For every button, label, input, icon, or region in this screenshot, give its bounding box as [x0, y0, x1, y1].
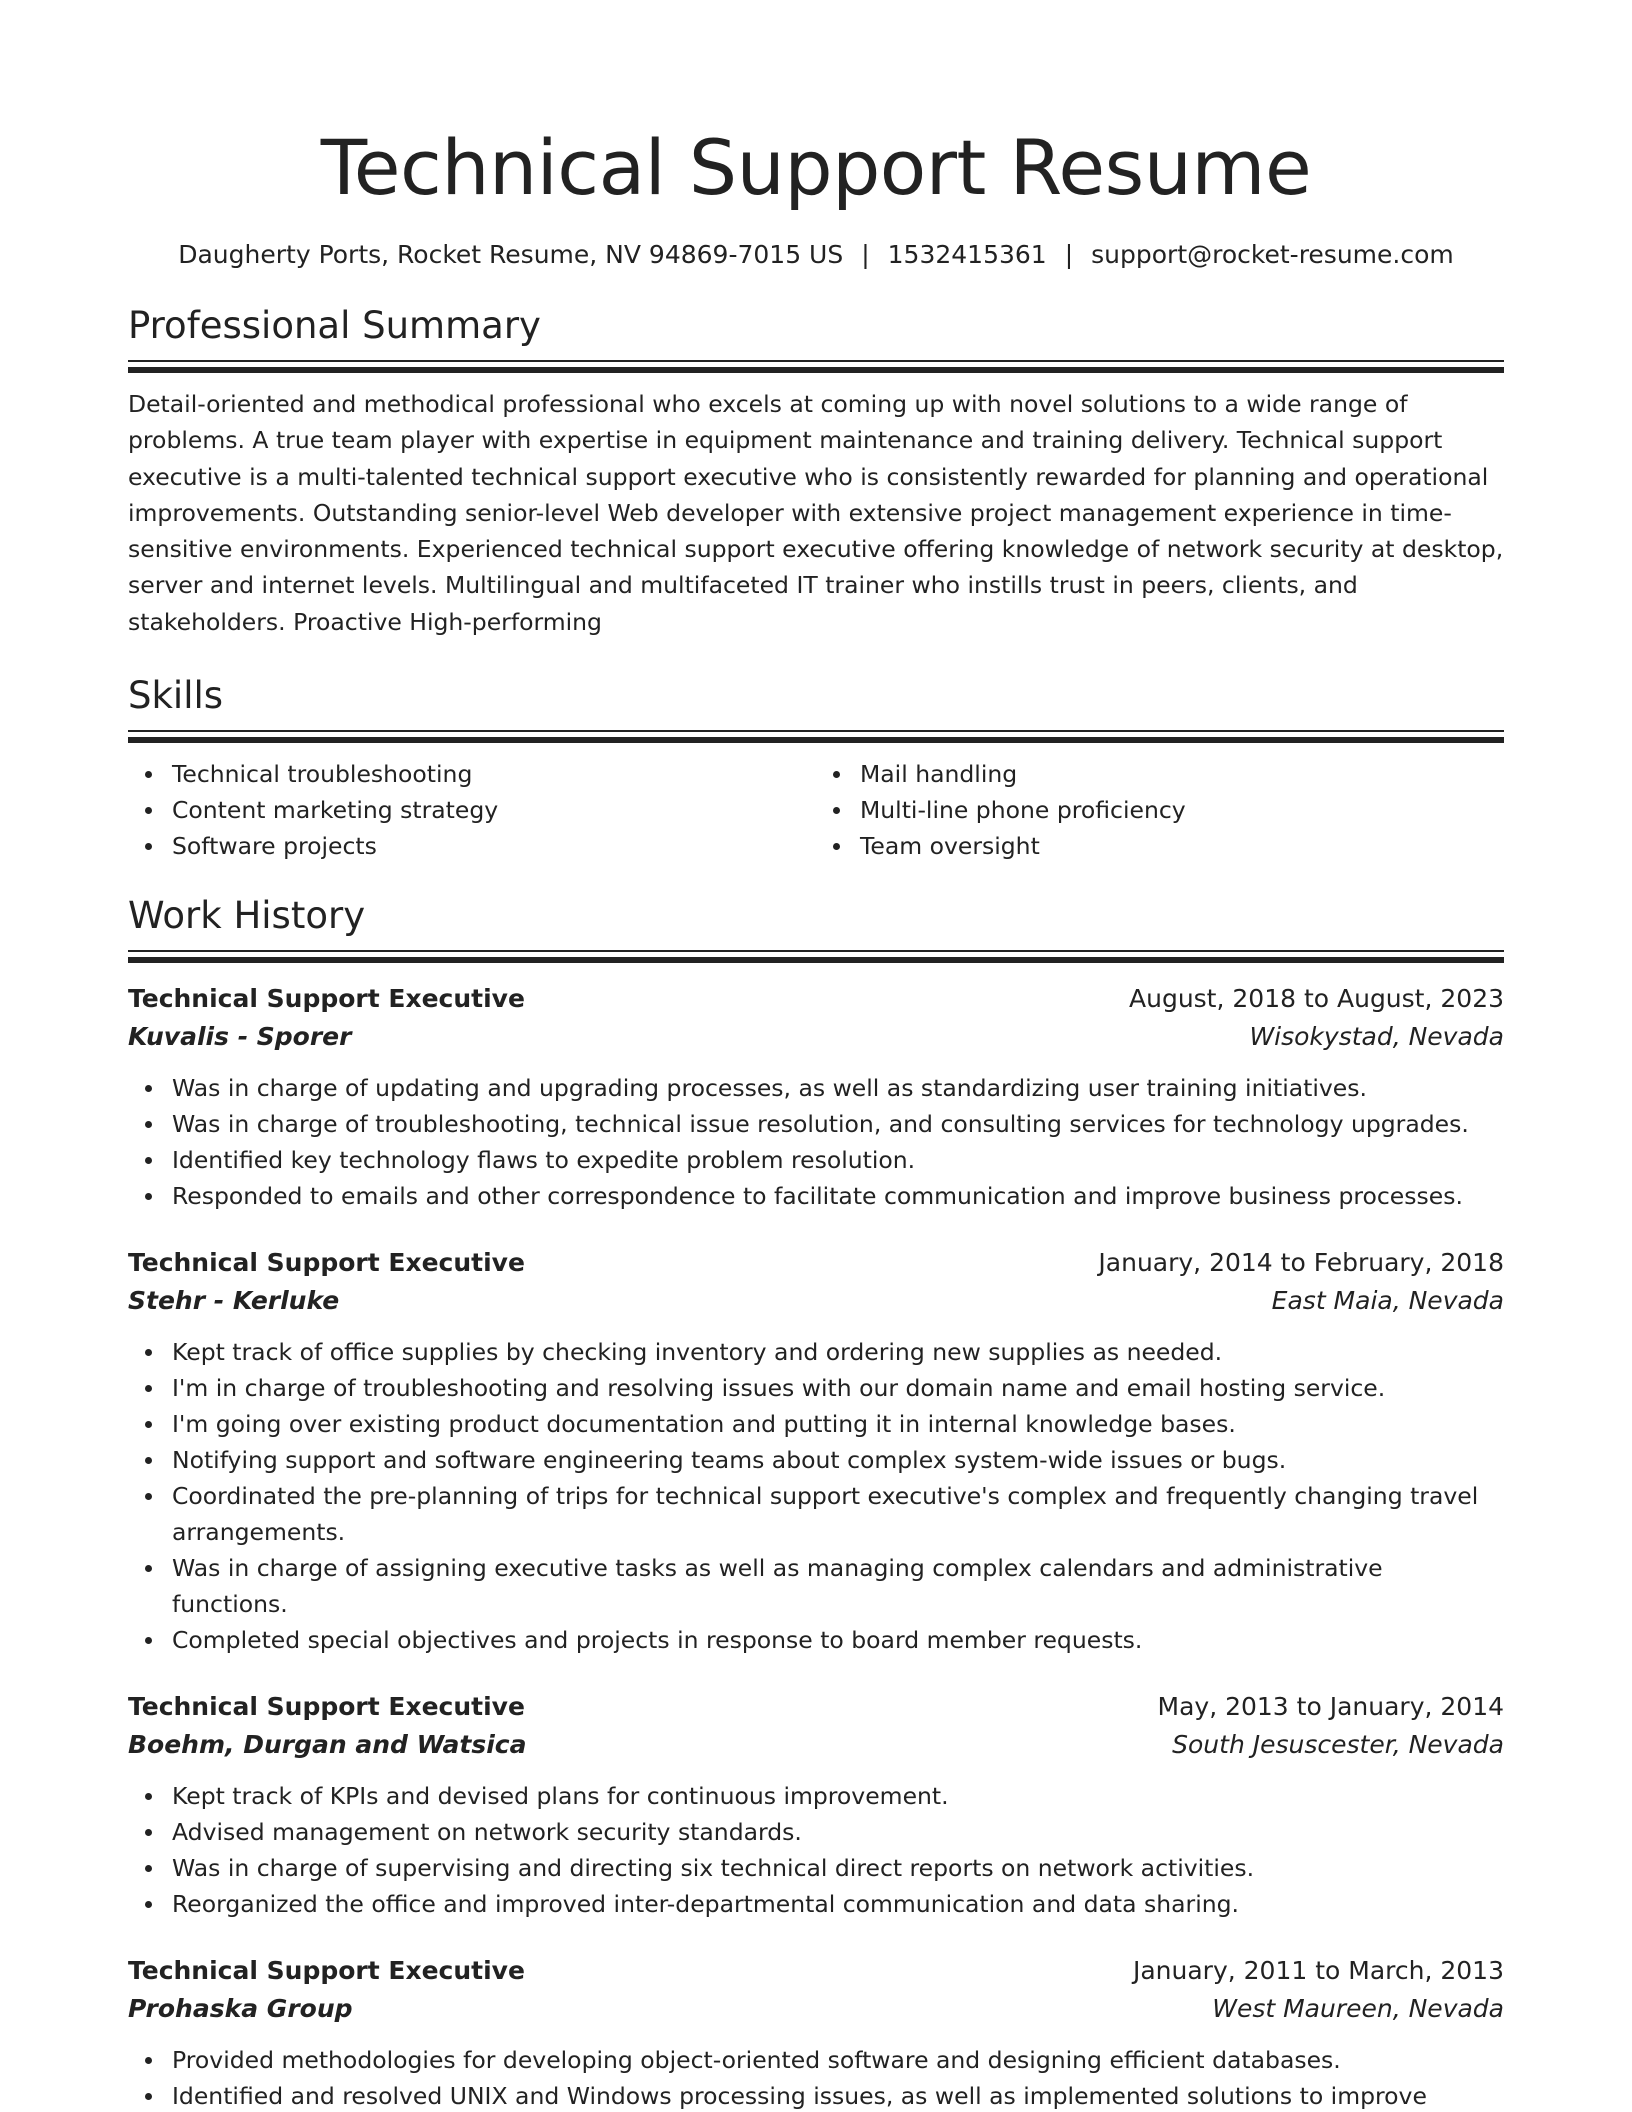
contact-separator: | — [1064, 240, 1074, 269]
job-bullet: I'm going over existing product documentation and putting it in internal knowledge bases. — [128, 1406, 1504, 1442]
resume-content — [128, 0, 1504, 2112]
skill-item: Technical troubleshooting — [172, 756, 816, 792]
job-company: Boehm, Durgan and Watsica — [128, 1730, 527, 1760]
job-bullet: Notifying support and software engineering teams about complex system-wide issues or bugs. — [128, 1442, 1504, 1478]
section-divider — [128, 730, 1504, 742]
job-location: East Maia, Nevada — [1271, 1286, 1504, 1316]
job-title: Technical Support Executive — [128, 984, 525, 1014]
work-history-section — [128, 892, 1504, 2112]
job-bullet: I'm in charge of troubleshooting and resolving issues with our domain name and email hosting service. — [128, 1370, 1504, 1406]
skill-item: Multi-line phone proficiency — [860, 792, 1504, 828]
job-bullet: Identified key technology flaws to expedite problem resolution. — [128, 1142, 1504, 1178]
job-bullet: Was in charge of updating and upgrading processes, as well as standardizing user training initiatives. — [128, 1070, 1504, 1106]
section-heading-summary: Professional Summary — [128, 304, 541, 347]
job-dates: January, 2011 to March, 2013 — [1132, 1956, 1504, 1986]
job-company: Kuvalis - Sporer — [128, 1022, 352, 1052]
job-header-row — [128, 980, 1504, 1018]
job-company: Stehr - Kerluke — [128, 1286, 340, 1316]
job-title: Technical Support Executive — [128, 1692, 525, 1722]
job-entry — [128, 1952, 1504, 2112]
job-title: Technical Support Executive — [128, 1248, 525, 1278]
section-divider — [128, 950, 1504, 962]
skill-item: Content marketing strategy — [172, 792, 816, 828]
job-bullet: Reorganized the office and improved inter-departmental communication and data sharing. — [128, 1886, 1504, 1922]
job-bullet: Completed special objectives and projects in response to board member requests. — [128, 1622, 1504, 1658]
job-company-row — [128, 1990, 1504, 2028]
job-bullets — [128, 1778, 1504, 1922]
job-bullets — [128, 1070, 1504, 1214]
job-company-row — [128, 1018, 1504, 1056]
job-location: West Maureen, Nevada — [1212, 1994, 1504, 2024]
job-dates: January, 2014 to February, 2018 — [1098, 1248, 1504, 1278]
job-bullets — [128, 2042, 1504, 2112]
job-company-row — [128, 1282, 1504, 1320]
job-entry — [128, 1244, 1504, 1658]
job-header-row — [128, 1244, 1504, 1282]
skills-column-left — [128, 756, 816, 864]
skills-section — [128, 672, 1504, 864]
section-divider — [128, 360, 1504, 372]
resume-title: Technical Support Resume — [320, 123, 1312, 212]
job-bullet: Provided methodologies for developing object-oriented software and designing efficient databases. — [128, 2042, 1504, 2078]
job-bullet: Kept track of office supplies by checking inventory and ordering new supplies as needed. — [128, 1334, 1504, 1370]
job-company: Prohaska Group — [128, 1994, 353, 2024]
contact-separator: | — [861, 240, 870, 269]
skill-item: Team oversight — [860, 828, 1504, 864]
section-heading-work-history: Work History — [128, 894, 366, 938]
job-location: Wisokystad, Nevada — [1249, 1022, 1504, 1052]
job-company-row — [128, 1726, 1504, 1764]
contact-address: Daugherty Ports, Rocket Resume, NV 94869-7015 US — [178, 240, 844, 269]
job-entry — [128, 1688, 1504, 1922]
skills-column-right — [816, 756, 1504, 864]
summary-text: Detail-oriented and methodical professional who excels at coming up with novel solutions to a wide range of problems. A true team player with expertise in equipment maintenance and training delivery. Technical support executive is a multi-talented technical support executive who is consistently rewarded for planning and operational improvements. Outstanding senior-level Web developer with extensive project management experience in time-sensitive environments. Experienced technical support executive offering knowledge of network security at desktop, server and internet levels. Multilingual and multifaceted IT trainer who instills trust in peers, clients, and stakeholders. Proactive High-performing — [128, 390, 1504, 636]
contact-line — [128, 238, 1504, 272]
contact-phone: 1532415361 — [887, 240, 1047, 269]
contact-email[interactable]: support@rocket-resume.com — [1091, 240, 1454, 269]
job-bullet: Kept track of KPIs and devised plans for continuous improvement. — [128, 1778, 1504, 1814]
job-bullet: Advised management on network security standards. — [128, 1814, 1504, 1850]
job-bullet: Was in charge of assigning executive tasks as well as managing complex calendars and administrative functions. — [128, 1550, 1504, 1622]
skills-grid — [128, 756, 1504, 864]
skill-item: Software projects — [172, 828, 816, 864]
job-bullet: Responded to emails and other correspondence to facilitate communication and improve business processes. — [128, 1178, 1504, 1214]
professional-summary-section — [128, 302, 1504, 640]
job-bullet: Was in charge of supervising and directing six technical direct reports on network activities. — [128, 1850, 1504, 1886]
job-bullet: Identified and resolved UNIX and Windows processing issues, as well as implemented solutions to improve — [128, 2078, 1504, 2112]
job-bullet: Coordinated the pre-planning of trips for technical support executive's complex and frequently changing travel arrangements. — [128, 1478, 1504, 1550]
job-bullet: Was in charge of troubleshooting, technical issue resolution, and consulting services for technology upgrades. — [128, 1106, 1504, 1142]
job-header-row — [128, 1952, 1504, 1990]
job-dates: May, 2013 to January, 2014 — [1157, 1692, 1504, 1722]
job-title: Technical Support Executive — [128, 1956, 525, 1986]
job-dates: August, 2018 to August, 2023 — [1129, 984, 1504, 1014]
job-bullets — [128, 1334, 1504, 1658]
job-entry — [128, 980, 1504, 1214]
section-heading-skills: Skills — [128, 674, 224, 718]
skill-item: Mail handling — [860, 756, 1504, 792]
job-location: South Jesuscester, Nevada — [1172, 1730, 1504, 1760]
job-header-row — [128, 1688, 1504, 1726]
